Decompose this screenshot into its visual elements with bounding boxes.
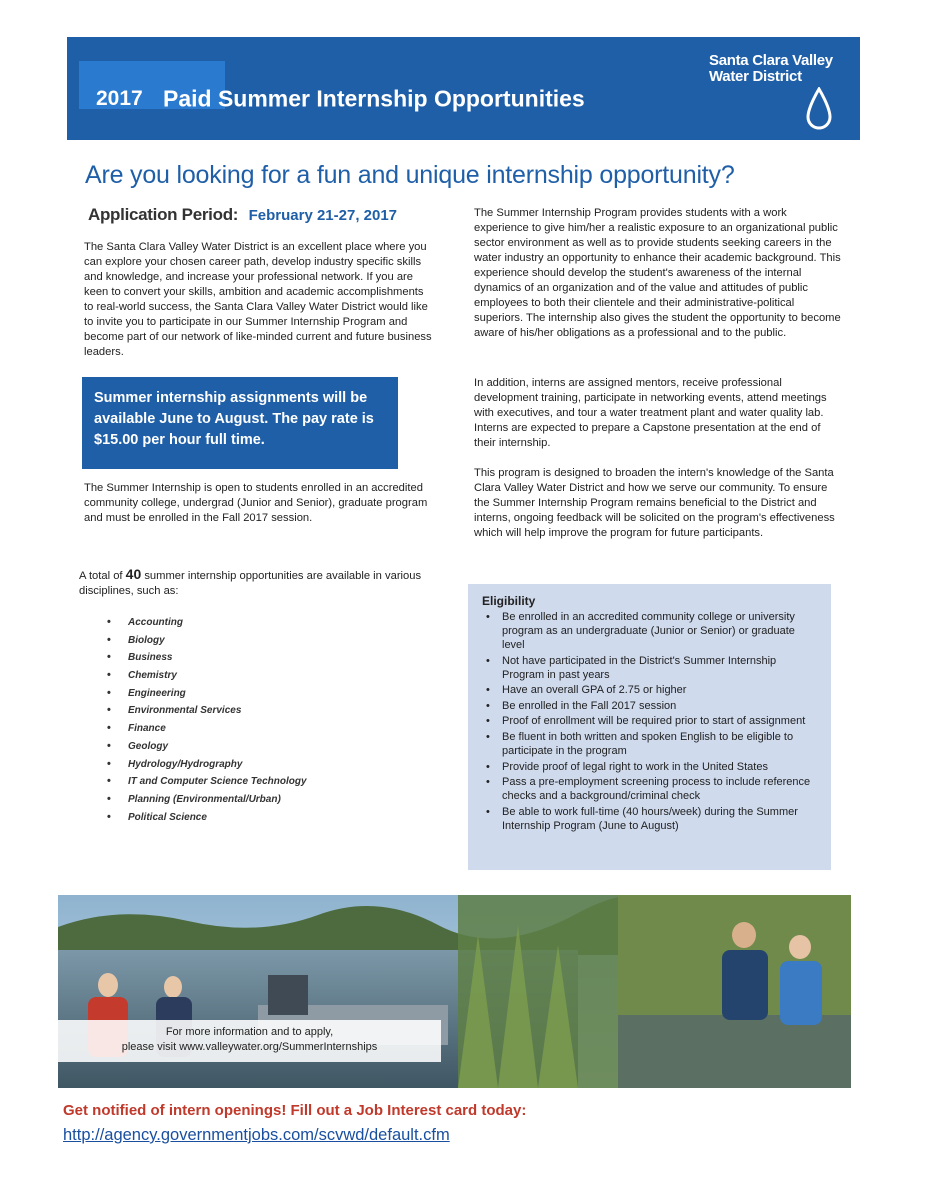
- org-name-line1: Santa Clara Valley: [709, 52, 833, 69]
- list-item: • Pass a pre-employment screening process to include reference checks and a background/criminal check: [482, 775, 819, 803]
- header-title: Paid Summer Internship Opportunities: [163, 85, 585, 112]
- intro-paragraph: The Santa Clara Valley Water District is an excellent place where you can explore your chosen career path, develop industry specific skills and knowledge, and increase your professional network. If you are keen to convert your skills, ambition and academic accomplishments to real-world success, the Santa Clara Valley Water District would like to invite you to participate in our Summer Internship Program and become part of our network of like-minded current and future business leaders.: [84, 241, 432, 358]
- list-item: • Environmental Services: [107, 702, 307, 720]
- job-interest-link[interactable]: http://agency.governmentjobs.com/scvwd/default.cfm: [63, 1126, 450, 1144]
- eligibility-box: [468, 584, 831, 870]
- list-item: • Business: [107, 649, 307, 667]
- list-item: • Be enrolled in the Fall 2017 session: [482, 699, 819, 713]
- list-item: • Be able to work full-time (40 hours/week) during the Summer Internship Program (June to August): [482, 805, 819, 833]
- list-item: • Not have participated in the District's Summer Internship Program in past years: [482, 654, 819, 682]
- list-item: • Be enrolled in an accredited community college or university program as an undergraduate (Junior or Senior) or graduate level: [482, 610, 819, 652]
- application-period-label: Application Period:: [88, 205, 239, 224]
- highlight-line-1: Summer internship assignments will be: [94, 390, 368, 406]
- list-item: • Provide proof of legal right to work in the United States: [482, 760, 819, 774]
- more-info-line-2[interactable]: please visit www.valleywater.org/SummerInternships: [121, 1041, 378, 1053]
- pay-highlight-box: [82, 377, 398, 469]
- list-item: • Hydrology/Hydrography: [107, 756, 307, 774]
- program-purpose-paragraph: This program is designed to broaden the intern's knowledge of the Santa Clara Valley Water District and how we serve our community. To ensure the Summer Internship Program remains beneficial to the District and interns, ongoing feedback will be solicited on the program's effectiveness which will help improve the program for future participants.: [474, 467, 835, 539]
- application-period-dates: February 21-27, 2017: [248, 207, 398, 224]
- header-year: 2017: [96, 87, 143, 110]
- list-item: • Geology: [107, 738, 307, 756]
- mentorship-paragraph: In addition, interns are assigned mentors, receive professional development training, participate in networking events, attend meetings with executives, and tour a water treatment plant and water quality lab. Interns are expected to prepare a Capstone presentation at the end of their internship.: [474, 377, 827, 449]
- highlight-line-2: available June to August. The pay rate is: [94, 411, 374, 427]
- job-interest-notice: Get notified of intern openings! Fill out a Job Interest card today:: [63, 1102, 527, 1119]
- list-item: • Engineering: [107, 685, 307, 703]
- total-suffix: summer internship opportunities are available in various disciplines, such as:: [79, 570, 422, 597]
- list-item: • Chemistry: [107, 667, 307, 685]
- more-info-box: [58, 1020, 441, 1062]
- headline: Are you looking for a fun and unique internship opportunity?: [85, 161, 735, 189]
- list-item: • Proof of enrollment will be required prior to start of assignment: [482, 714, 819, 728]
- total-opportunities: [79, 567, 434, 599]
- application-period: [88, 205, 397, 225]
- disciplines-list: [107, 614, 307, 826]
- list-item: • Finance: [107, 720, 307, 738]
- list-item: • Planning (Environmental/Urban): [107, 791, 307, 809]
- total-prefix: A total of: [79, 570, 126, 582]
- list-item: • Have an overall GPA of 2.75 or higher: [482, 683, 819, 697]
- water-drop-icon: [805, 87, 833, 131]
- highlight-line-3: $15.00 per hour full time.: [94, 432, 265, 448]
- eligibility-title: Eligibility: [482, 594, 536, 608]
- list-item: • Accounting: [107, 614, 307, 632]
- org-logo-text: [709, 53, 833, 85]
- program-description-paragraph: The Summer Internship Program provides students with a work experience to give him/her a realistic exposure to an organizational public sector environment as well as to provide students seeking careers in the water industry an opportunity to enhance their academic background. This experience should develop the student's awareness of the internal dynamics of an organization and of the value and attitudes of public employees to both their clientele and their administrative-political superiors. The internship also gives the student the opportunity to become aware of his/her obligations as a professional and to the public.: [474, 207, 841, 339]
- list-item: • IT and Computer Science Technology: [107, 773, 307, 791]
- list-item: • Political Science: [107, 809, 307, 827]
- total-count: 40: [125, 566, 142, 582]
- eligibility-summary-paragraph: The Summer Internship is open to students enrolled in an accredited community college, undergrad (Junior and Senior), graduate program and must be enrolled in the Fall 2017 session.: [84, 482, 428, 524]
- list-item: • Biology: [107, 632, 307, 650]
- list-item: • Be fluent in both written and spoken English to be eligible to participate in the program: [482, 730, 819, 758]
- org-name-line2: Water District: [709, 68, 802, 85]
- header-banner: [67, 37, 860, 140]
- more-info-line-1: For more information and to apply,: [165, 1026, 334, 1038]
- eligibility-list: [482, 610, 819, 833]
